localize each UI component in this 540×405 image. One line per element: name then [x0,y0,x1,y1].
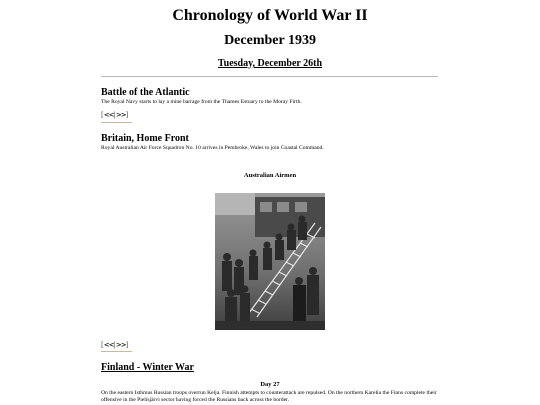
nav-links [101,111,128,119]
section-title-link[interactable]: Finland - Winter War [101,362,194,373]
divider [101,351,132,352]
section-text: Royal Australian Air Force Squadron No. 10 arrives in Pembroke, Wales to join Coastal Command. [101,145,324,151]
page-title: Chronology of World War II [172,7,368,24]
photo-australian-airmen [215,193,325,330]
next-link[interactable]: >> [115,111,126,119]
section-title: Battle of the Atlantic [101,87,190,98]
nav-bracket-open: [ [101,111,104,119]
nav-separator: | [113,341,116,349]
prev-link[interactable]: << [103,111,114,119]
day-label: Day 27 [260,381,280,388]
photo-image [215,193,325,330]
nav-bracket-close: ] [125,341,129,349]
prev-link[interactable]: << [103,341,114,349]
nav-separator: | [113,111,116,119]
section-finland-winter-war [101,362,441,374]
section-text: On the eastern Isthmus Russian troops overrun Kelja. Finnish attempts to counterattack are repulsed. On the northern Karelia the Finns complete their offensive in the Pielisjärvi sector having forced the Russians back across the border. [101,390,437,404]
divider [101,122,132,123]
divider [101,76,438,77]
nav-bracket-close: ] [125,111,129,119]
next-link[interactable]: >> [115,341,126,349]
section-finland-text [101,390,441,405]
nav-links [101,341,128,349]
page-month: December 1939 [224,33,316,48]
figure-caption: Australian Airmen [243,172,297,179]
section-britain-home-front [101,133,441,152]
section-title: Britain, Home Front [101,133,189,144]
section-text: The Royal Navy starts to lay a mine barrage from the Thames Estuary to the Moray Firth. [101,99,302,105]
section-battle-of-atlantic [101,87,441,106]
page-date: Tuesday, December 26th [217,58,323,69]
nav-bracket-open: [ [101,341,104,349]
